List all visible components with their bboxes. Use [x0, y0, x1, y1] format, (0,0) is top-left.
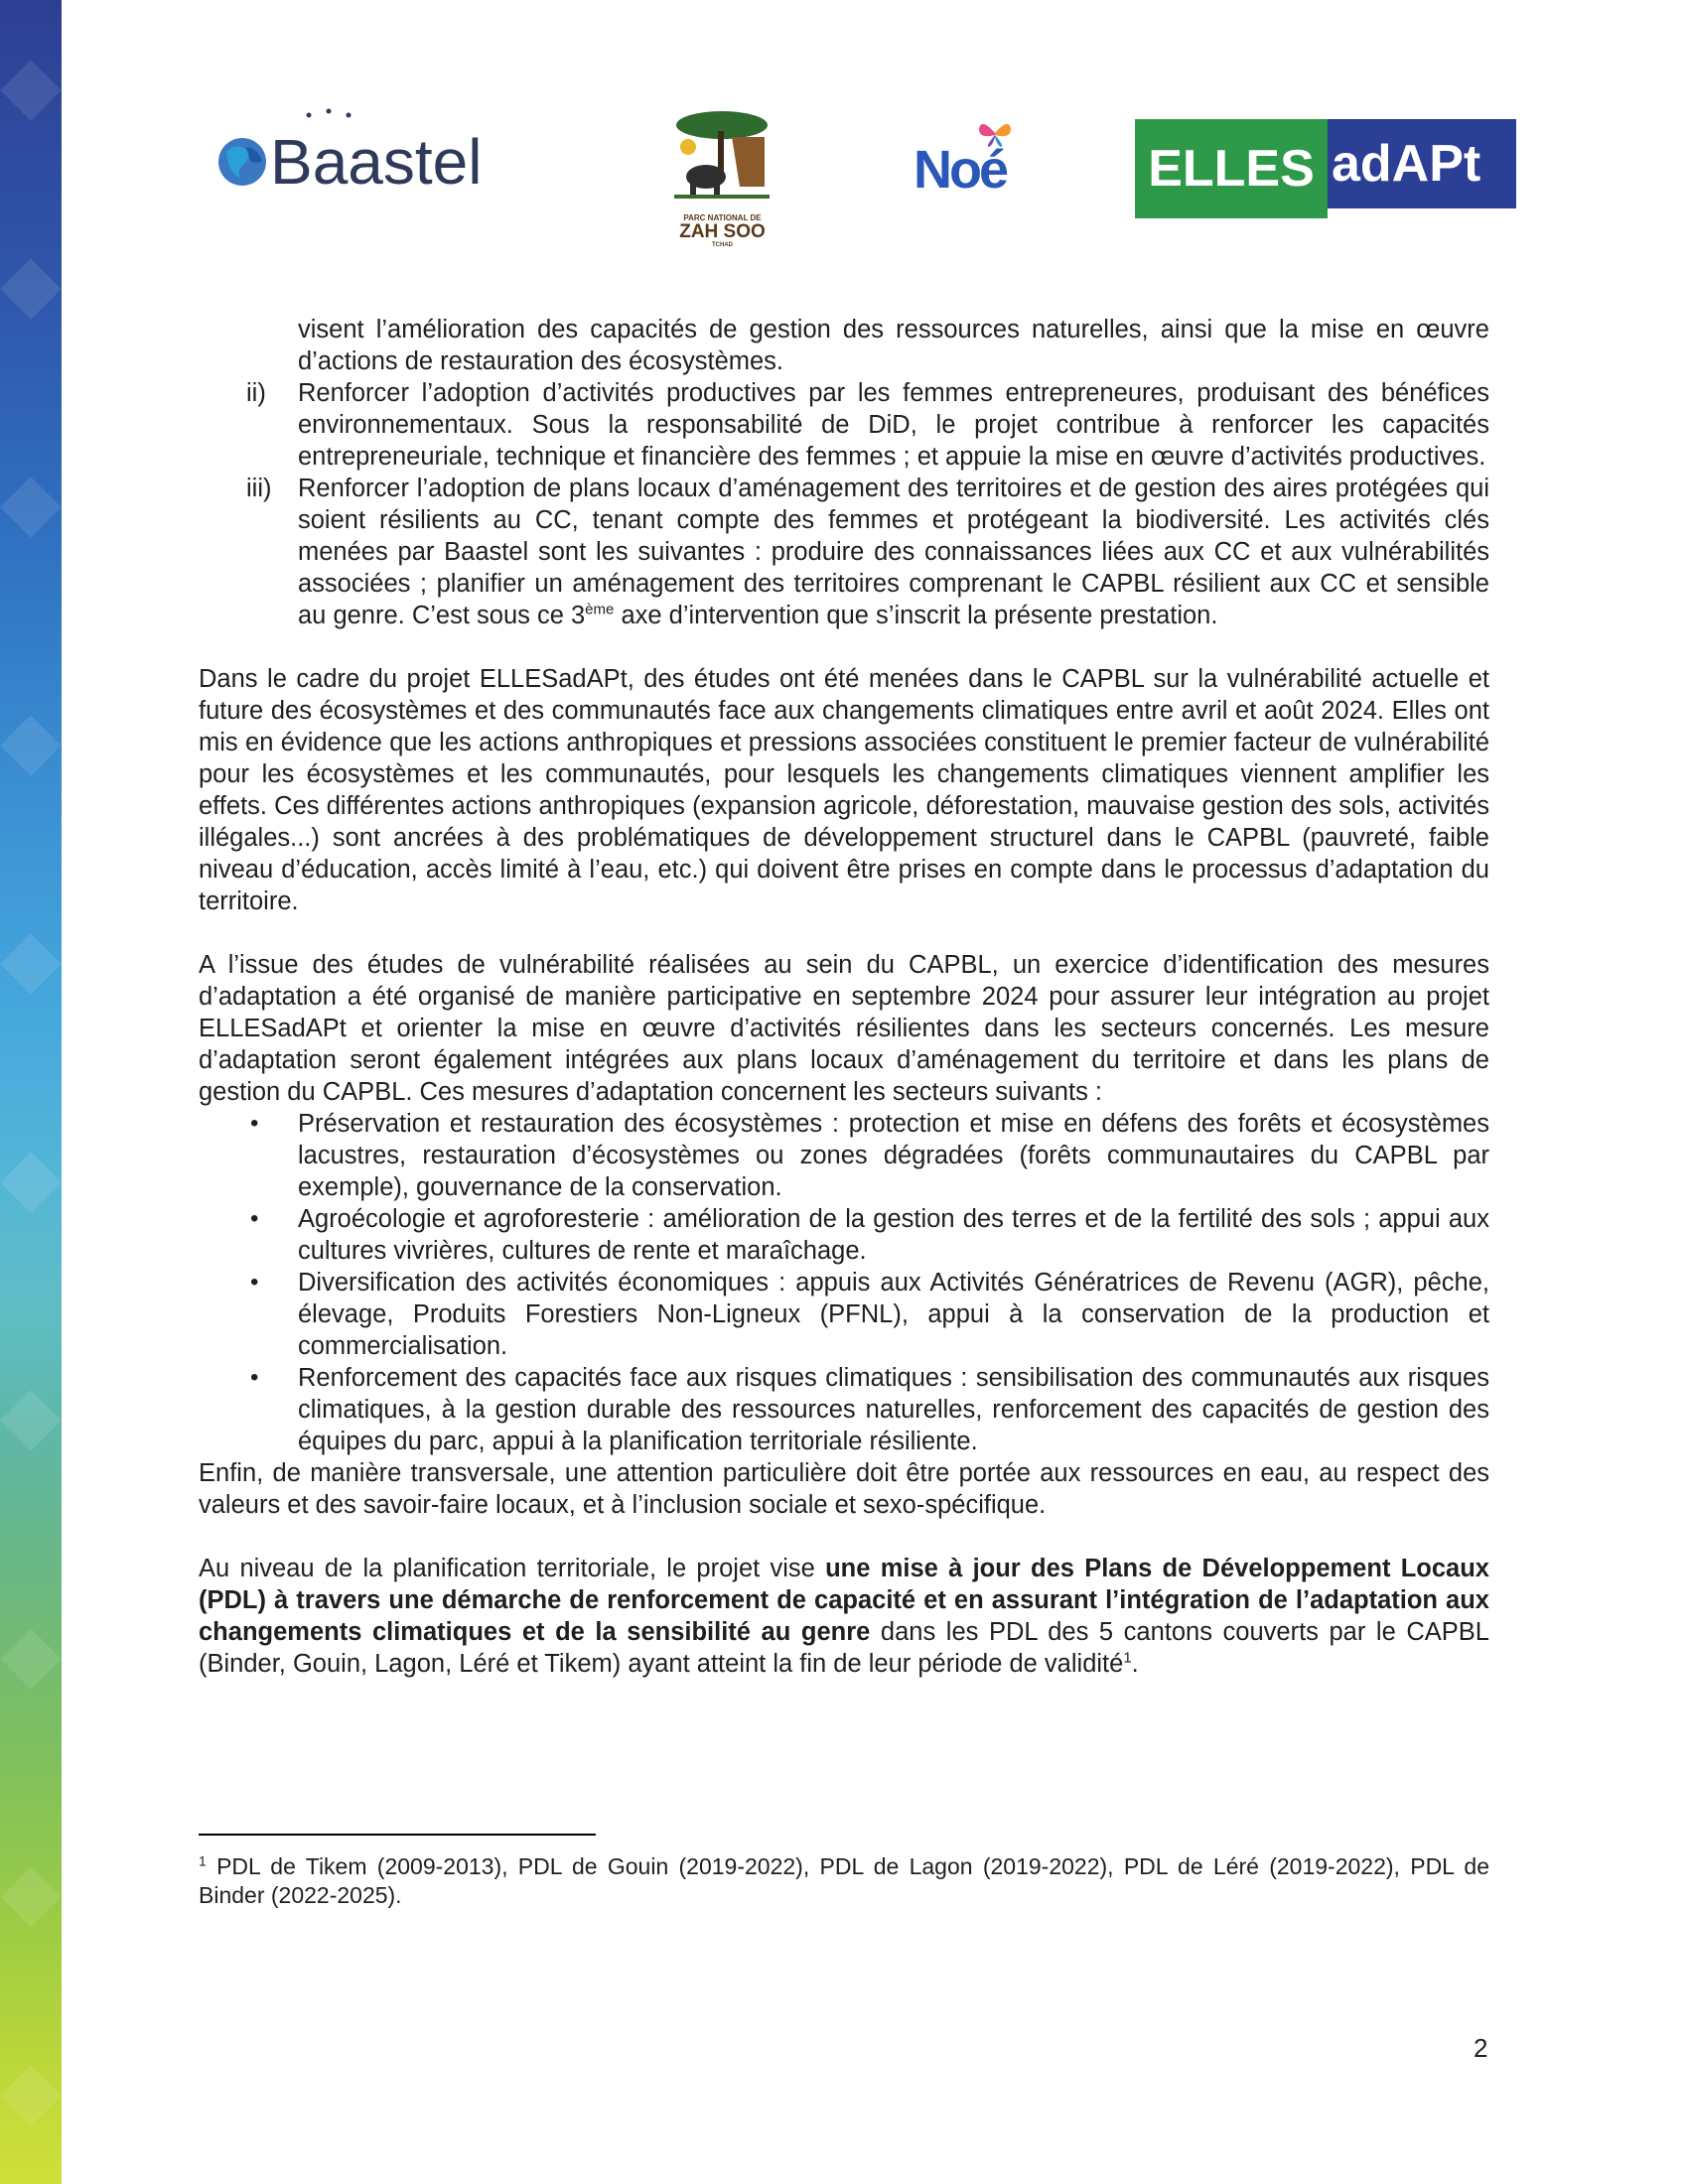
noe-logo	[912, 117, 1021, 206]
footnote	[199, 1852, 1489, 1910]
page-body	[199, 314, 1489, 1680]
bullet-text: Renforcement des capacités face aux risques climatiques : sensibilisation des communautés aux risques climatiques, à la gestion durable des ressources naturelles, renforcement des capacités de gestion des équipes du parc, appui à la planification territoriale résiliente.	[298, 1364, 1489, 1455]
bullet-text: Diversification des activités économiques : appuis aux Activités Génératrices de Revenu (AGR), pêche, élevage, Produits Forestiers Non-Ligneux (PFNL), appui à la conservation de la production et commercialisation.	[298, 1269, 1489, 1360]
strip-shape	[0, 933, 61, 994]
paragraph: Enfin, de manière transversale, une attention particulière doit être portée aux ressources en eau, au respect des valeurs et des savoir-faire locaux, et à l’inclusion sociale et sexo-spécifique.	[199, 1459, 1489, 1519]
strip-shape	[0, 2065, 61, 2125]
strip-shape	[0, 1152, 61, 1212]
bullet-item	[199, 1362, 1489, 1457]
noe-logo-text: Noé	[914, 140, 1007, 200]
decorative-side-strip	[0, 0, 62, 2184]
list-item-text: Renforcer l’adoption d’activités productives par les femmes entrepreneures, produisant des bénéfices environnementaux. Sous la responsabilité de DiD, le projet contribue à renforcer les capacités entrepreneuriale, technique et financière des femmes ; et appuie la mise en œuvre d’activités productives.	[298, 379, 1489, 471]
list-marker: ii)	[246, 379, 266, 407]
zahsoo-line1: PARC NATIONAL DE	[683, 213, 762, 222]
bullet-marker: •	[250, 1269, 259, 1296]
list-item-text-end: axe d’intervention que s’inscrit la présente prestation.	[614, 602, 1218, 629]
page-number: 2	[1474, 2033, 1488, 2063]
strip-shape	[0, 477, 61, 537]
paragraph	[199, 1553, 1489, 1680]
paragraph-bold: une mise à jour des Plans de Développement Locaux (PDL) à travers une démarche de renforcement de capacité et en assurant l’intégration de l’adaptation aux changements climatiques et de la sensibilité au genre	[199, 1555, 1489, 1646]
bullet-marker: •	[250, 1364, 259, 1391]
paragraph-start: Au niveau de la planification territoriale, le projet vise	[199, 1555, 826, 1582]
list-item	[199, 473, 1489, 631]
strip-shape	[0, 1628, 61, 1689]
ellesadapt-logo-left: ELLES	[1135, 119, 1328, 218]
tree-elephant-icon	[670, 107, 774, 206]
list-item	[199, 377, 1489, 473]
list-item-text: Renforcer l’adoption de plans locaux d’aménagement des territoires et de gestion des aires protégées qui soient résilients au CC, tenant compte des femmes et protégeant la biodiversité. Les activités clés menées par Baastel sont les suivantes : produire des connaissances liées aux CC et aux vulnérabilités associées ; planifier un aménagement des territoires comprenant le CAPBL résilient aux CC et sensible au genre. C’est sous ce 3	[298, 475, 1489, 629]
zahsoo-logo	[670, 107, 774, 248]
ellesadapt-logo	[1135, 119, 1516, 218]
paragraph: A l’issue des études de vulnérabilité réalisées au sein du CAPBL, un exercice d’identification des mesures d’adaptation a été organisé de manière participative en septembre 2024 pour assurer leur intégration au projet ELLESadAPt et orienter la mise en œuvre d’activités résilientes dans les secteurs concernés. Les mesure d’adaptation seront également intégrées aux plans locaux d’aménagement du territoire et dans les plans de gestion du CAPBL. Ces mesures d’adaptation concernent les secteurs suivants :	[199, 951, 1489, 1106]
strip-shape	[0, 258, 61, 319]
paragraph-period: .	[1131, 1650, 1139, 1678]
list-continuation: visent l’amélioration des capacités de gestion des ressources naturelles, ainsi que la mise en œuvre d’actions de restauration des écosystèmes.	[298, 316, 1489, 375]
bullet-item	[199, 1203, 1489, 1267]
bullet-marker: •	[250, 1205, 259, 1232]
baastel-logo	[216, 107, 514, 197]
baastel-logo-text: Baastel	[270, 126, 483, 198]
superscript: ème	[585, 601, 615, 618]
bullet-item	[199, 1267, 1489, 1362]
strip-shape	[0, 715, 61, 775]
footnote-text: PDL de Tikem (2009-2013), PDL de Gouin (2019-2022), PDL de Lagon (2019-2022), PDL de Léré (2019-2022), PDL de Binder (2022-2025).	[199, 1853, 1489, 1908]
footnote-ref[interactable]: 1	[1123, 1649, 1132, 1667]
ellesadapt-logo-right: adAPt	[1328, 119, 1516, 208]
list-marker: iii)	[246, 475, 272, 502]
zahsoo-line3: TCHAD	[712, 242, 733, 248]
strip-shape	[0, 60, 61, 120]
footnote-marker: 1	[199, 1852, 207, 1869]
strip-shape	[0, 1866, 61, 1927]
bullet-item	[199, 1108, 1489, 1203]
strip-shape	[0, 1390, 61, 1450]
paragraph: Dans le cadre du projet ELLESadAPt, des études ont été menées dans le CAPBL sur la vulnérabilité actuelle et future des écosystèmes et des communautés face aux changements climatiques entre avril et août 2024. Elles ont mis en évidence que les actions anthropiques et pressions associées constituent le premier facteur de vulnérabilité pour les écosystèmes et les communautés, pour lesquels les changements climatiques viennent amplifier les effets. Ces différentes actions anthropiques (expansion agricole, déforestation, mauvaise gestion des sols, activités illégales...) sont ancrées à des problématiques de développement structurel dans le CAPBL (pauvreté, faible niveau d’éducation, accès limité à l’eau, etc.) qui doivent être prises en compte dans le processus d’adaptation du territoire.	[199, 665, 1489, 915]
footnote-separator	[199, 1834, 596, 1836]
zahsoo-line2: ZAH SOO	[679, 221, 766, 242]
bullet-text: Agroécologie et agroforesterie : amélioration de la gestion des terres et de la fertilité des sols ; appui aux cultures vivrières, cultures de rente et maraîchage.	[298, 1205, 1489, 1265]
paragraph-end: dans les PDL des 5 cantons couverts par le CAPBL (Binder, Gouin, Lagon, Léré et Tikem) ayant atteint la fin de leur période de validité	[199, 1618, 1489, 1678]
bullet-text: Préservation et restauration des écosystèmes : protection et mise en défens des forêts et écosystèmes lacustres, restauration d’écosystèmes ou zones dégradées (forêts communautaires du CAPBL par exemple), gouvernance de la conservation.	[298, 1110, 1489, 1201]
bullet-marker: •	[250, 1110, 259, 1137]
